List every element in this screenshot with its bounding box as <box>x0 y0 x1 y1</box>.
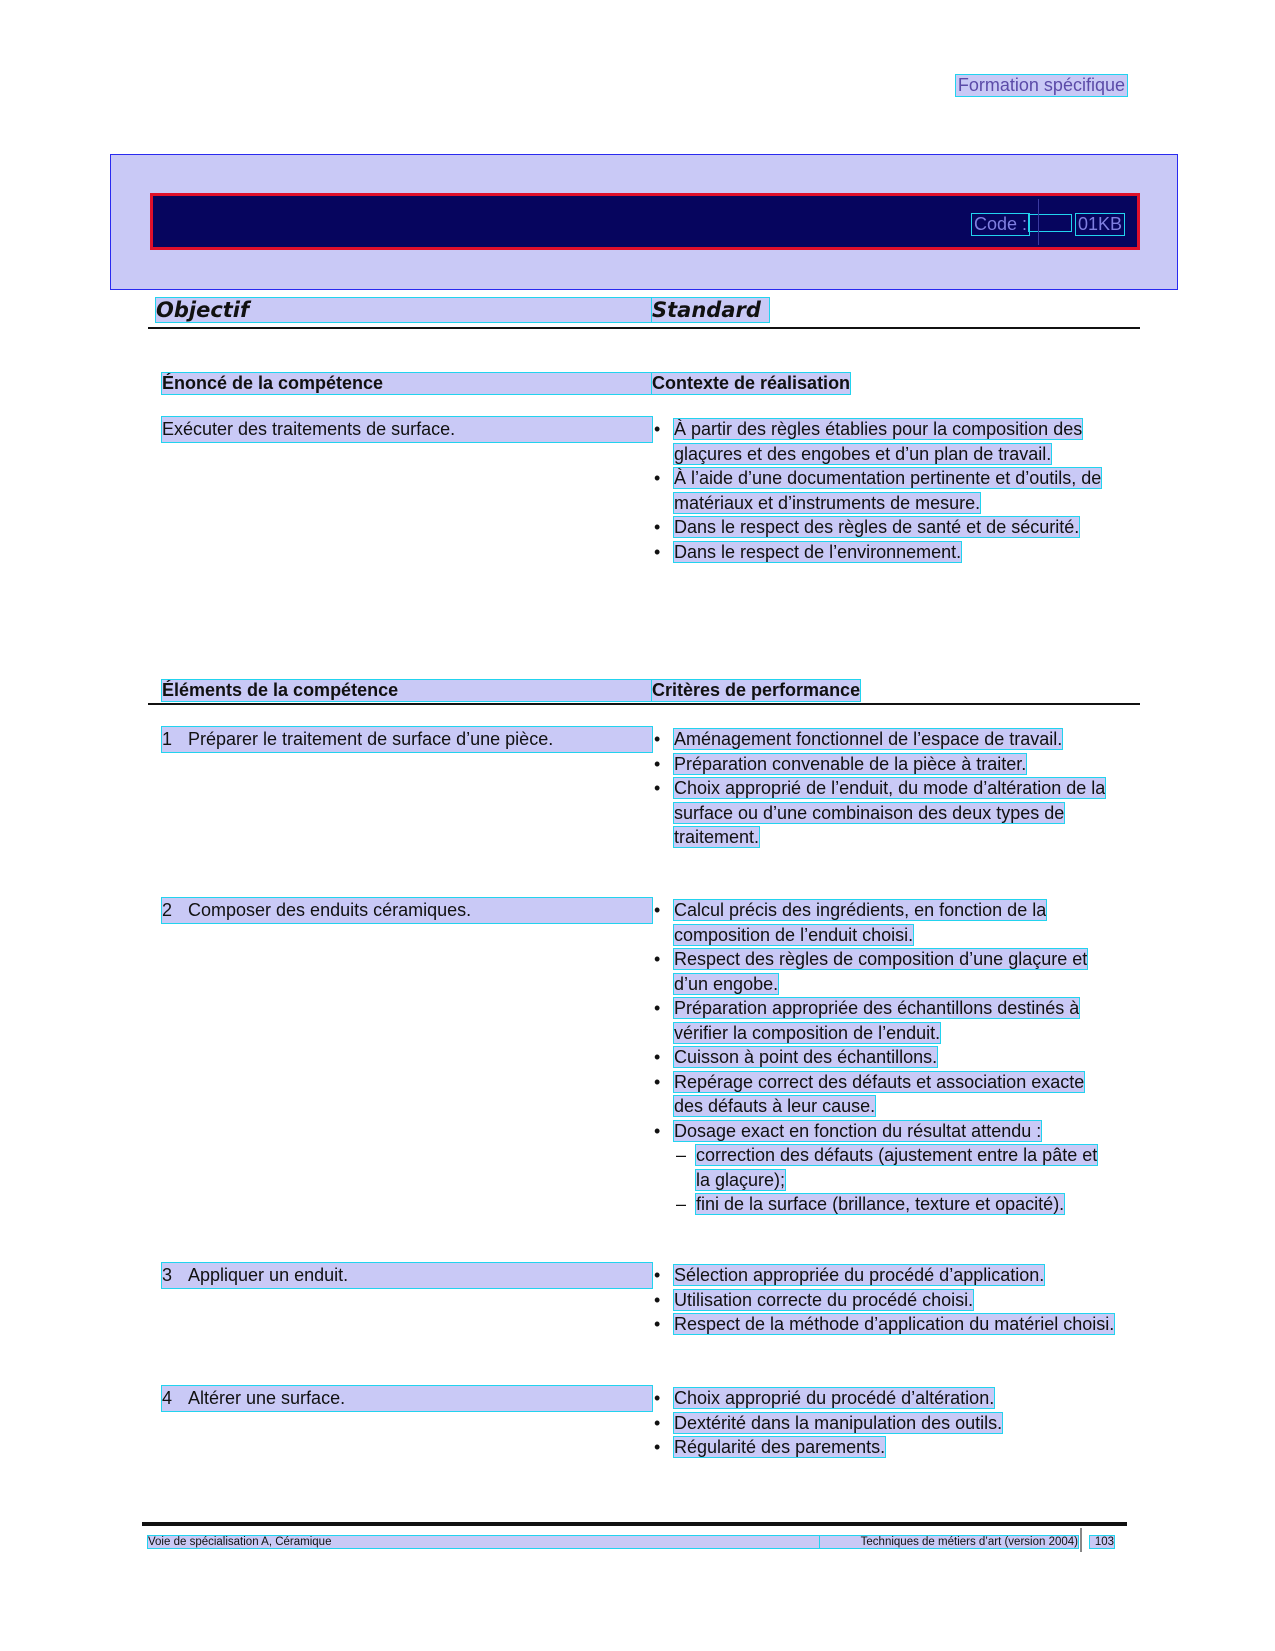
list-item: • Calcul précis des ingrédients, en fonction de la composition de l’enduit choisi. <box>652 898 1114 947</box>
contexte-heading: Contexte de réalisation <box>652 373 851 393</box>
list-item: • Utilisation correcte du procédé choisi. <box>652 1288 1124 1313</box>
code-label: Code : <box>974 214 1028 234</box>
list-item: • À l’aide d’une documentation pertinente et d’outils, de matériaux et d’instruments de mesure. <box>652 466 1114 515</box>
criteria-list-3 <box>652 1263 1124 1337</box>
code-value: 01KB <box>1078 214 1123 234</box>
element-label: Altérer une surface. <box>188 1388 346 1408</box>
element-1 <box>162 727 652 752</box>
footer-rule <box>142 1522 1127 1526</box>
list-item: • Repérage correct des défauts et association exacte des défauts à leur cause. <box>652 1070 1114 1119</box>
element-number: 3 <box>162 1265 173 1285</box>
list-item: • Dans le respect de l’environnement. <box>652 540 1114 565</box>
list-item: • Dextérité dans la manipulation des outils. <box>652 1411 1114 1436</box>
context-list <box>652 417 1114 564</box>
element-label: Préparer le traitement de surface d’une pièce. <box>188 729 554 749</box>
element-4 <box>162 1386 652 1411</box>
elements-heading: Éléments de la compétence <box>162 680 652 701</box>
list-item: • Dosage exact en fonction du résultat attendu : – correction des défauts (ajustement entre la pâte et la glaçure); – fini de la surface (brillance, texture et opacité). <box>652 1119 1114 1217</box>
list-item: • Cuisson à point des échantillons. <box>652 1045 1114 1070</box>
competence-statement: Exécuter des traitements de surface. <box>162 417 652 442</box>
list-item: • Respect de la méthode d’application du matériel choisi. <box>652 1312 1124 1337</box>
element-number: 1 <box>162 729 173 749</box>
standard-title: Standard <box>652 298 769 322</box>
code-separator <box>1038 199 1039 245</box>
title-rule <box>148 327 1140 329</box>
element-number: 2 <box>162 900 173 920</box>
enonce-heading: Énoncé de la compétence <box>162 373 652 394</box>
list-item: • Régularité des parements. <box>652 1435 1114 1460</box>
criteria-list-2 <box>652 898 1114 1217</box>
element-label: Appliquer un enduit. <box>188 1265 349 1285</box>
footer-right: Techniques de métiers d’art (version 2004) <box>820 1536 1078 1548</box>
footer-left: Voie de spécialisation A, Céramique <box>148 1536 820 1548</box>
objectif-title: Objectif <box>156 298 652 322</box>
list-item: • Aménagement fonctionnel de l’espace de travail. <box>652 727 1114 752</box>
list-item: • Préparation convenable de la pièce à traiter. <box>652 752 1114 777</box>
list-item: • Sélection appropriée du procédé d’application. <box>652 1263 1124 1288</box>
sub-list-item: – fini de la surface (brillance, texture et opacité). <box>674 1192 1114 1217</box>
page-number: 103 <box>1090 1536 1114 1548</box>
list-item: • Choix approprié de l’enduit, du mode d’altération de la surface ou d’une combinaison des deux types de traitement. <box>652 776 1114 850</box>
sub-list-item: – correction des défauts (ajustement entre la pâte et la glaçure); <box>674 1143 1114 1192</box>
criteria-list-4 <box>652 1386 1114 1460</box>
list-item: • Respect des règles de composition d’une glaçure et d’un engobe. <box>652 947 1114 996</box>
element-number: 4 <box>162 1388 173 1408</box>
criteres-heading: Critères de performance <box>652 680 861 700</box>
list-item: • Préparation appropriée des échantillons destinés à vérifier la composition de l’enduit. <box>652 996 1114 1045</box>
top-label: Formation spécifique <box>957 75 1125 95</box>
footer-divider <box>1080 1528 1082 1552</box>
criteria-list-1 <box>652 727 1114 850</box>
element-2 <box>162 898 652 923</box>
elements-rule <box>148 703 1140 705</box>
list-item: • À partir des règles établies pour la composition des glaçures et des engobes et d’un plan de travail. <box>652 417 1114 466</box>
element-label: Composer des enduits céramiques. <box>188 900 472 920</box>
code-gap <box>1028 214 1072 232</box>
list-item: • Choix approprié du procédé d’altération. <box>652 1386 1114 1411</box>
element-3 <box>162 1263 652 1288</box>
list-item: • Dans le respect des règles de santé et de sécurité. <box>652 515 1114 540</box>
sub-criteria-list <box>674 1143 1114 1217</box>
